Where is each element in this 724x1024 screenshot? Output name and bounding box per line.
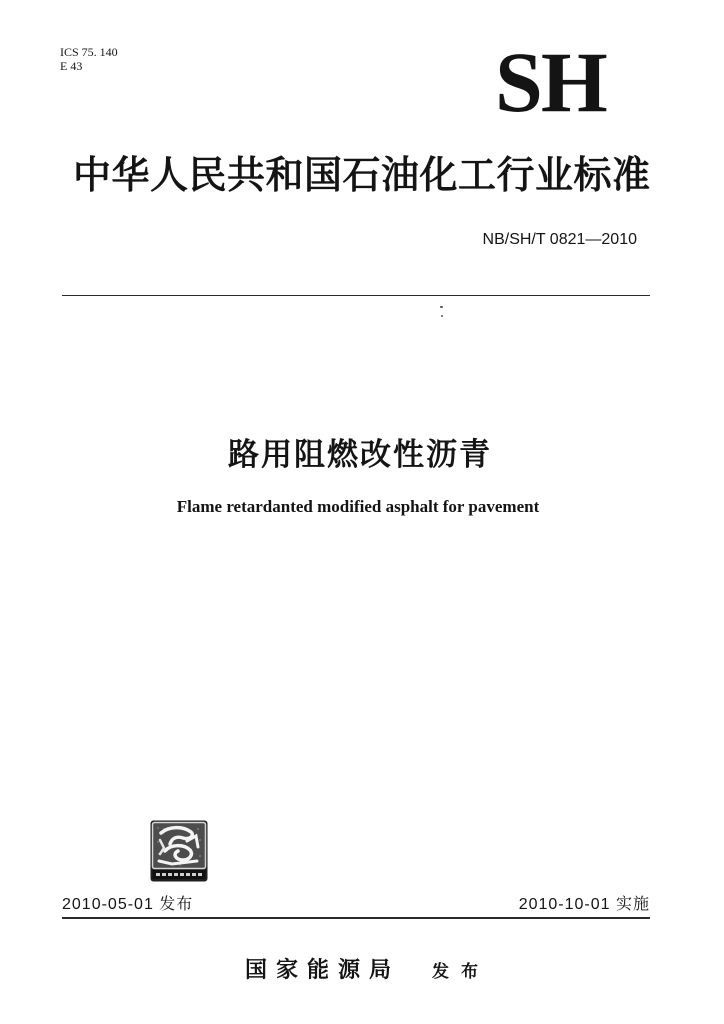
ics-code: ICS 75. 140: [60, 45, 118, 59]
header-divider: [62, 295, 650, 296]
footer-divider: [62, 917, 650, 919]
scan-speck: [441, 315, 443, 317]
implementation-date: 2010-10-01 实施: [518, 896, 650, 913]
publisher-seal-icon: [150, 820, 208, 882]
document-title-chinese: 路用阻燃改性沥青: [228, 437, 492, 473]
issuing-authority: 国家能源局: [245, 958, 401, 983]
scan-speck: [440, 306, 443, 308]
standard-title: 中华人民共和国石油化工行业标准: [73, 153, 651, 197]
issue-label: 发布: [432, 962, 490, 982]
document-title-english: Flame retardanted modified asphalt for pavement: [176, 497, 540, 516]
standard-number: NB/SH/T 0821—2010: [482, 231, 637, 248]
category-mark: SH: [495, 34, 606, 130]
publisher-logo: [150, 820, 208, 882]
ccs-code: E 43: [60, 59, 83, 73]
issue-date: 2010-05-01 发布: [62, 896, 194, 913]
